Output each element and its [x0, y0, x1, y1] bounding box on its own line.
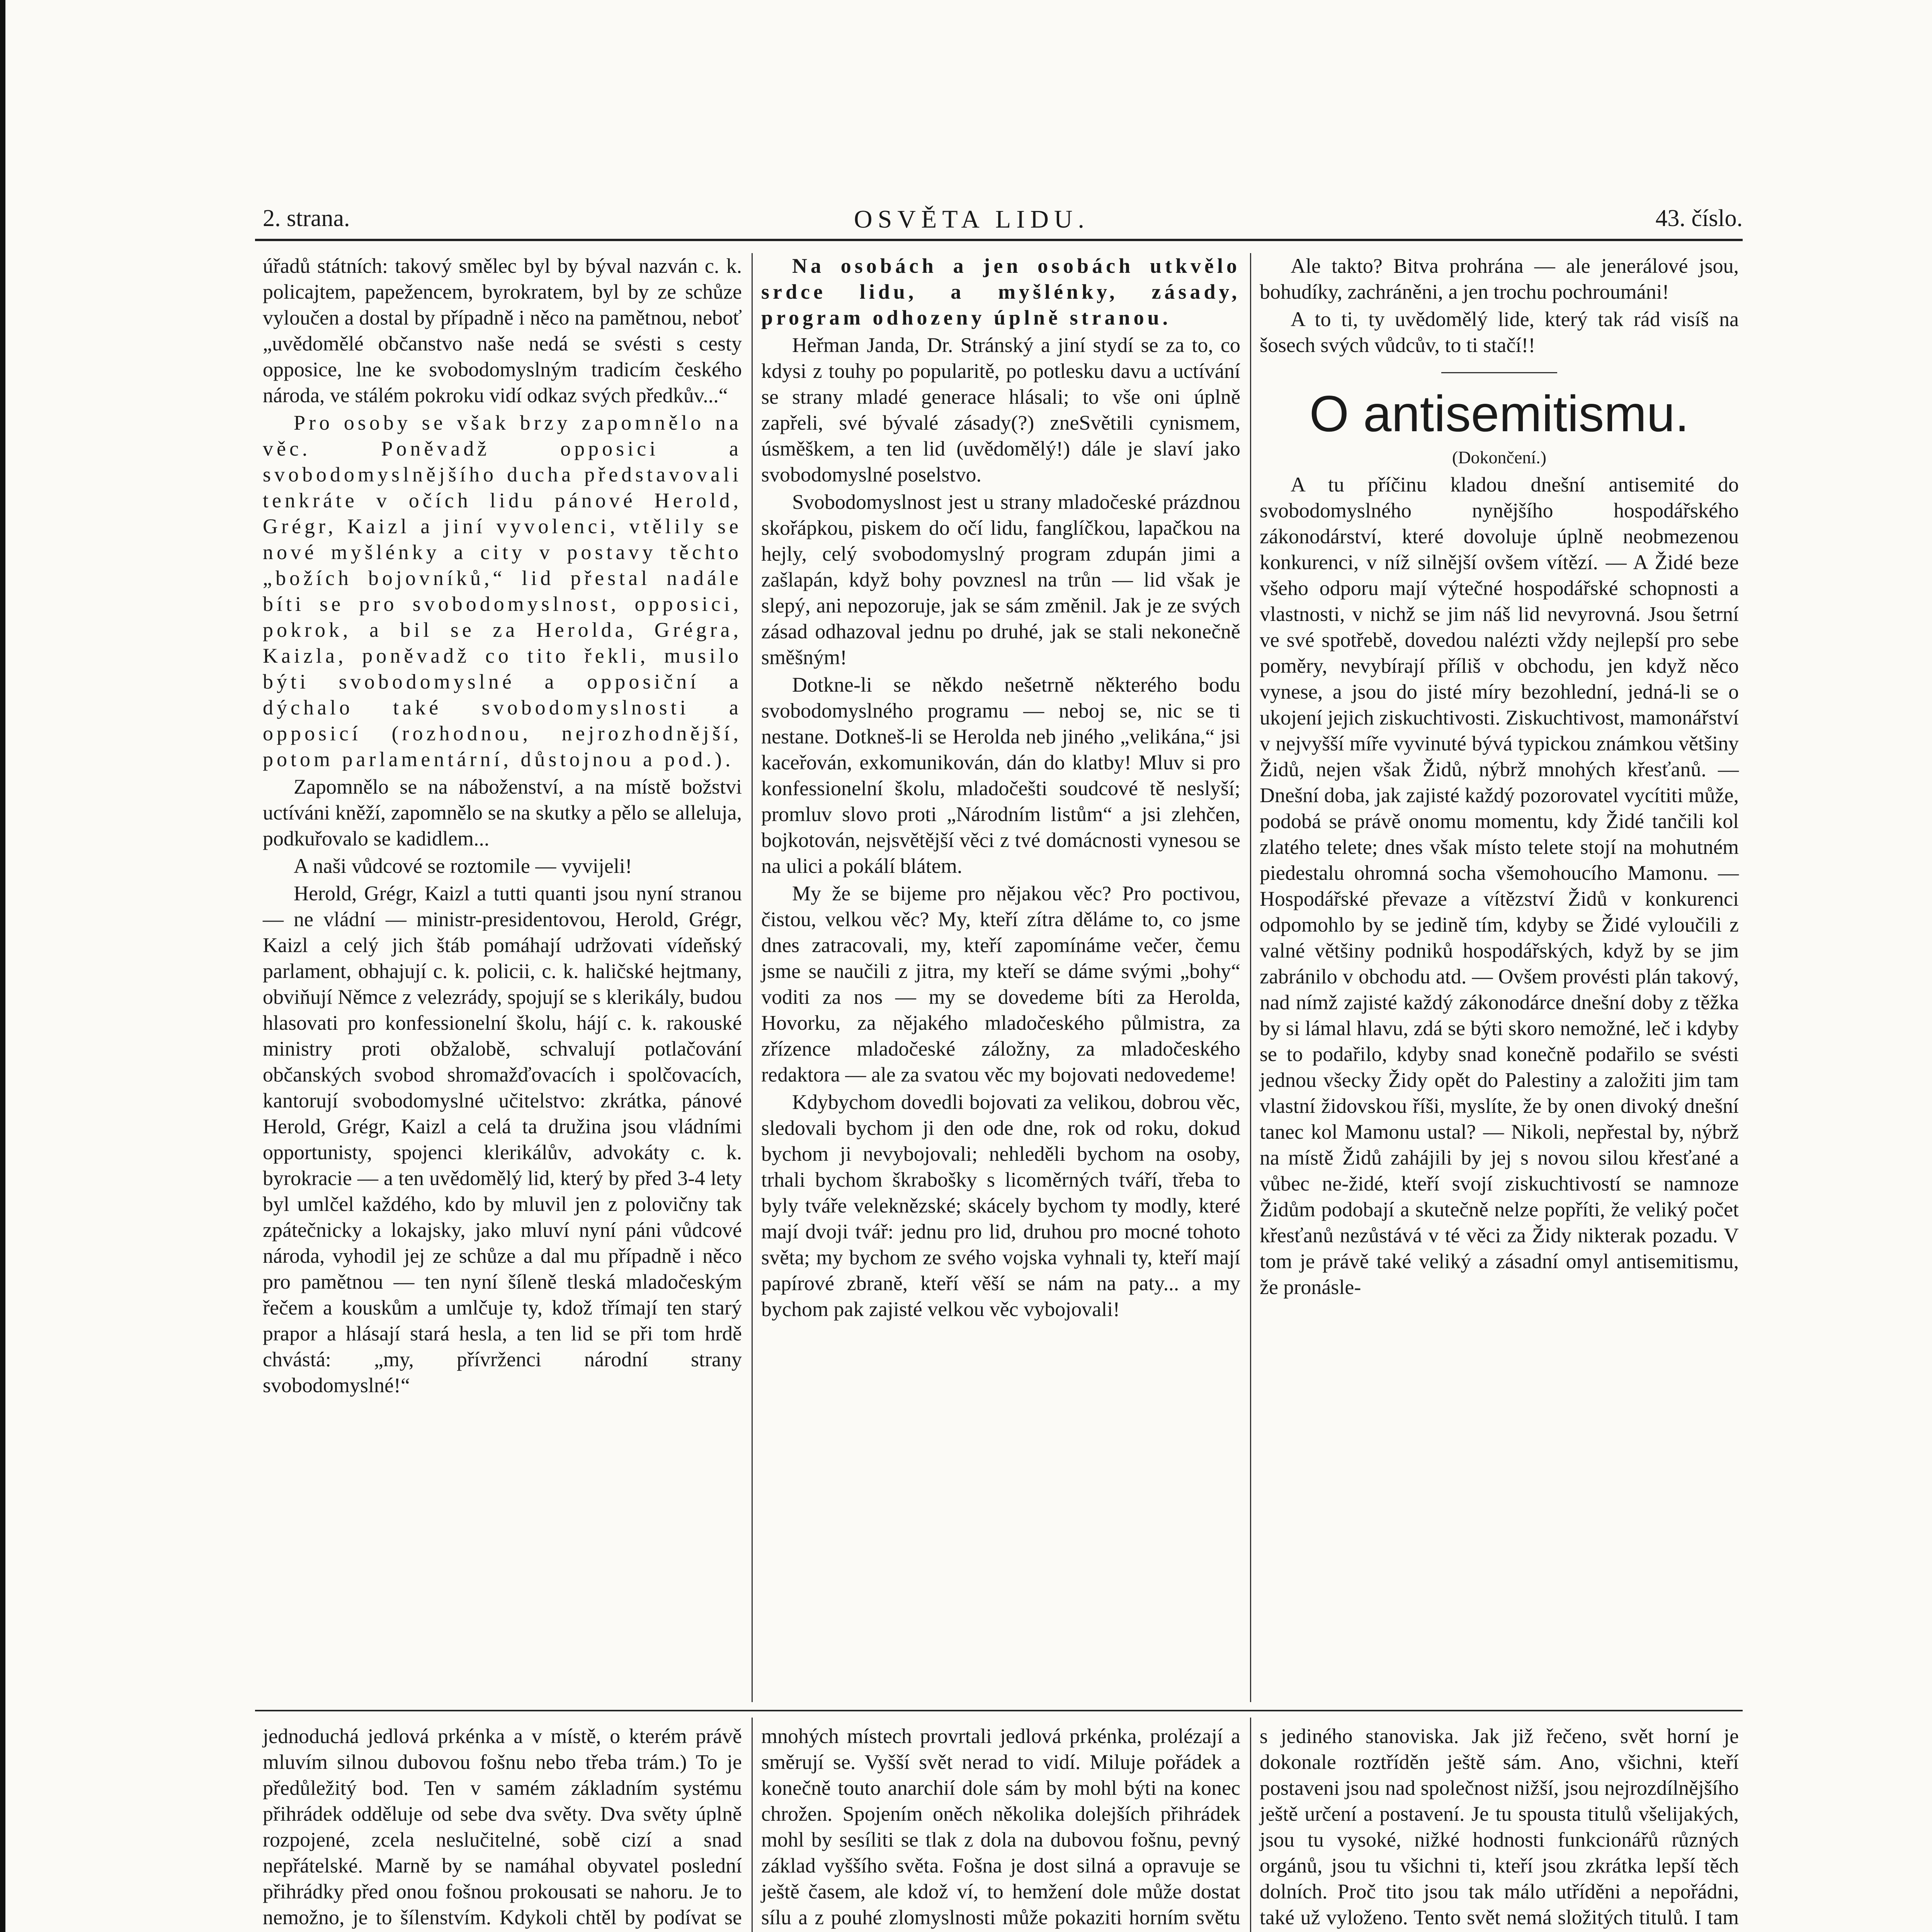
paragraph: Svobodomyslnost jest u strany mladočeské prázdnou skořápkou, piskem do očí lidu, fanglíčkou, lapačkou na hejly, celý svobodomyslný program zdupán jimi a zašlapán, když bohy povznesl na trůn — lid však je slepý, ani nepozoruje, jak se sám změnil. Jak je ze svých zásad odhazoval jednu po druhé, jak se stali nekonečně směšným!: [761, 490, 1240, 669]
article-subtitle: (Dokončení.): [1452, 447, 1546, 467]
column-divider: [752, 1718, 753, 1932]
issue-number: 43. číslo.: [1655, 205, 1743, 231]
paragraph: Ale takto? Bitva prohrána — ale jenerálové jsou, bohudíky, zachráněni, a jen trochu pochroumáni!: [1260, 254, 1739, 303]
newspaper-page: [216, 170, 1743, 1932]
column-divider: [752, 253, 753, 1702]
column-1-top: [263, 253, 742, 1400]
paragraph: mnohých místech provrtali jedlová prkénka, prolézají a směrují se. Vyšší svět nerad to vidí. Miluje pořádek a konečně touto anarchií dole sám by mohl býti na konec chrožen. Spojením oněch několika dolejších přihrádek mohl by sesíliti se tlak z dola na dubovou fošnu, pevný základ vyššího světa. Fošna je dost silná a opravuje se ještě časem, ale kdož ví, to hemžení dole může dostat sílu a z pouhé zlomyslnosti může pokaziti horním světu: [761, 1725, 1240, 1929]
paragraph: s jediného stanoviska. Jak již řečeno, svět horní je dokonale roztříděn ještě sám. Ano, všichni, kteří postaveni jsou nad společnost nižší, jsou nejrozdílnějšího ještě určení a postavení. Je tu spousta titulů všelijakých, jsou tu vysoké, nižké hodnosti funkcionářů různých orgánů, jsou tu všichni ti, kteří jsou zkrátka lepší těch dolních. Proč tito jsou tak málo utříděni a nepořádni, také už vyloženo. Tento svět nemá složitých titulů. I tam: [1260, 1725, 1739, 1929]
paragraph: Heřman Janda, Dr. Stránský a jiní stydí se za to, co kdysi z touhy po popularitě, po potlesku davu a uctívání se strany mladé generace hlásali; to vše oni úplně zapřeli, své bývalé zásady(?) zneSvětili cynismem, úsměškem, a ten lid (uvědomělý!) dále je slaví jako svobodomyslné poselstvo.: [761, 333, 1240, 486]
paragraph: Kdybychom dovedli bojovati za velikou, dobrou věc, sledovali bychom ji den ode dne, rok od roku, dokud bychom ji nevybojovali; nehleděli bychom na osoby, trhali bychom škrabošky s licoměrných tváří, třeba to byly tváře veleknězské; skácely bychom ty modly, které mají dvoji tvář: jednu pro lid, druhou pro mocné tohoto světa; my bychom ze svého vojska vyhnali ty, kteří mají papírové zbraně, kteří věší se nám na paty... a my bychom pak zajisté velkou věc vybojovali!: [761, 1090, 1240, 1321]
paragraph: jednoduchá jedlová prkénka a v místě, o kterém právě mluvím silnou dubovou fošnu nebo třeba trám.) To je předůležitý bod. Ten v samém základním systému přihrádek odděluje od sebe dva světy. Dva světy úplně rozpojené, zcela neslučitelné, sobě cizí a snad nepřátelské. Marně by se namáhal obyvatel poslední přihrádky před onou fošnou prokousati se nahoru. Je to nemožno, je to šílenstvím. Kdykoli chtěl by podívat se: [263, 1725, 742, 1929]
paragraph: A tu příčinu kladou dnešní antisemité do svobodomyslného nynějšího hospodářského zákonodárství, které dovoluje úplně neobmezenou konkurenci, v níž silnější ovšem vítězí. — A Židé beze všeho odporu mají výtečné hospodářské schopnosti a vlastnosti, v nichž se jim náš lid nevyrovná. Jsou šetrní ve své spotřebě, dovedou nalézti vždy nejlepší pro sebe poměry, nevybírají příliš v obchodu, jen když něco vynese, a jsou do jisté míry bezohlední, jedná-li se o ukojení jejich ziskuchtivosti. Ziskuchtivost, mamonářství v nejvyšší míře vyvinuté bývá typickou známkou většiny Židů, nejen však Židů, nýbrž mnohých křesťanů. — Dnešní doba, jak zajisté každý pozorovatel vycítiti může, podobá se právě onomu momentu, kdy Židé tančili kol zlatého telete; dnes však místo telete stojí na mohutném piedestalu ohromná socha všemohoucího Mamonu. — Hospodářské převaze a vítězství Židů v konkurenci odpomohlo by se jedině tím, kdyby se Židé vyloučili z valné většiny podniků hospodářských, když by se jim zabránilo v obchodu atd. — Ovšem provésti plán takový, nad nímž zajisté každý zákonodárce dnešní doby z těžka by si lámal hlavu, zdá se býti skoro nemožné, leč i kdyby se to podařilo, kdyby snad konečně podařilo se svésti jednou všecky Židy opět do Palestiny a založiti jim tam vlastní židovskou říši, myslíte, že by onen divoký dnešní tanec kol Mamonu ustal? — Nikoli, nepřestal by, nýbrž na místě Židů zahájili by jej s novou silou křesťané a vůbec ne-židé, kteří svojí ziskuchtivostí se namnoze Židům podobají a skutečně nelze popříti, že veliký počet křesťanů nezůstává v té věci za Židy nikterak pozadu. V tom je právě také veliký a zásadní omyl antisemitismu, že pronásle-: [1260, 473, 1739, 1299]
paragraph: A to ti, ty uvědomělý lide, který tak rád visíš na šosech svých vůdcův, to ti stačí!!: [1260, 308, 1739, 357]
paragraph: Herold, Grégr, Kaizl a tutti quanti jsou nyní stranou — ne vládní — ministr-presidentovou, Herold, Grégr, Kaizl a celý jich štáb pomáhají udržovati vídeňský parlament, obhajují c. k. policii, c. k. haličské hejtmany, obviňují Němce z velezrády, spojují se s klerikály, budou hlasovati pro konfessionelní školu, hájí c. k. rakouské ministry proti obžalobě, schvalují potlačování občanských svobod shromažďovacích i spolčovacích, kantorují svobodomyslné učitelstvo: zkrátka, pánové Herold, Grégr, Kaizl a celá ta družina jsou vládními opportunisty, spojenci klerikálův, advokáty c. k. byrokracie — a ten uvědomělý lid, který by před 3-4 lety byl umlčel každého, kdo by mluvil jen z polovičny tak zpátečnicky a lokajsky, jako mluví nyní páni vůdcové národa, vyhodil jej ze schůze a dal mu případně i něco pro pamětnou — ten nyní šíleně tleská mladočeským řečem a kouskům a umlčuje ty, kdož třímají ten starý prapor a hlásají stará hesla, a ten lid se při tom hrdě chvástá: „my, přívrženci národní strany svobodomyslné!“: [263, 882, 742, 1397]
header-rule: [255, 239, 1743, 241]
column-divider: [1250, 1718, 1251, 1932]
column-3-bottom: [1260, 1723, 1739, 1932]
section-rule: [1441, 372, 1557, 373]
article-title: O antisemitismu.: [1309, 385, 1689, 442]
page-header: [216, 205, 1743, 240]
column-3-top: [1260, 253, 1739, 1302]
column-2-top: [761, 253, 1240, 1324]
column-divider: [1250, 253, 1251, 1702]
page-number: 2. strana.: [263, 205, 350, 231]
column-1-bottom: [263, 1723, 742, 1932]
paragraph: Dotkne-li se někdo nešetrně některého bodu svobodomyslného programu — neboj se, nic se ti nestane. Dotkneš-li se Herolda neb jiného „velikána,“ jsi kaceřován, exkomunikován, dán do klatby! Mluv si pro konfessionelní školu, mladočešti soudcové tě neslyší; promluv slovo proti „Národním listům“ a jsi zlehčen, bojkotován, nejsvětější věci z tvé domácnosti vynesou se na ulici a pokálí blátem.: [761, 673, 1240, 878]
paragraph: Zapomnělo se na náboženství, a na místě božstvi uctíváni kněží, zapomnělo se na skutky a pělo se alleluja, podkuřovalo se kadidlem...: [263, 775, 742, 850]
scan-edge-left: [0, 0, 5, 1932]
paragraph: Pro osoby se však brzy zapomnělo na věc. Poněvadž opposici a svobodomyslnějšího ducha představovali tenkráte v očích lidu pánové Herold, Grégr, Kaizl a jiní vyvolenci, vtělily se nové myšlénky a city v postavy těchto „božích bojovníků,“ lid přestal nadále bíti se pro svobodomyslnost, opposici, pokrok, a bil se za Herolda, Grégra, Kaizla, poněvadž co tito řekli, musilo býti svobodomyslné a opposiční a dýchalo také svobodomyslnosti a opposicí (rozhodnou, nejrozhodnější, potom parlamentární, důstojnou a pod.).: [263, 411, 742, 771]
newspaper-title: OSVĚTA LIDU.: [854, 205, 1090, 233]
section-divider: [255, 1710, 1743, 1711]
paragraph: My že se bijeme pro nějakou věc? Pro poctivou, čistou, velkou věc? My, kteří zítra děláme to, co jsme dnes zatracovali, my, kteří zapomínáme večer, čemu jsme se naučili z jitra, my kteří se dáme svými „bohy“ voditi za nos — my se dovedeme bíti za Herolda, Hovorku, za nějakého mladočeského půlmistra, za zřízence mladočeské záložny, za mladočeského redaktora — ale za svatou věc my bojovati nedovedeme!: [761, 882, 1240, 1086]
paragraph: Na osobách a jen osobách utkvělo srdce lidu, a myšlénky, zásady, program odhozeny úplně stranou.: [761, 254, 1240, 329]
column-2-bottom: [761, 1723, 1240, 1932]
paragraph: A naši vůdcové se roztomile — vyvijeli!: [294, 854, 632, 878]
paragraph: úřadů státních: takový smělec byl by býval nazván c. k. policajtem, papežencem, byrokratem, byl by ze schůze vyloučen a dostal by případně i něco na pamětnou, neboť „uvědomělé občanstvo naše nedá se svésti s cesty opposice, lne ke svobodomyslným tradicím českého národa, ve stálém pokroku vidí odkaz svých předkův...“: [263, 254, 742, 407]
